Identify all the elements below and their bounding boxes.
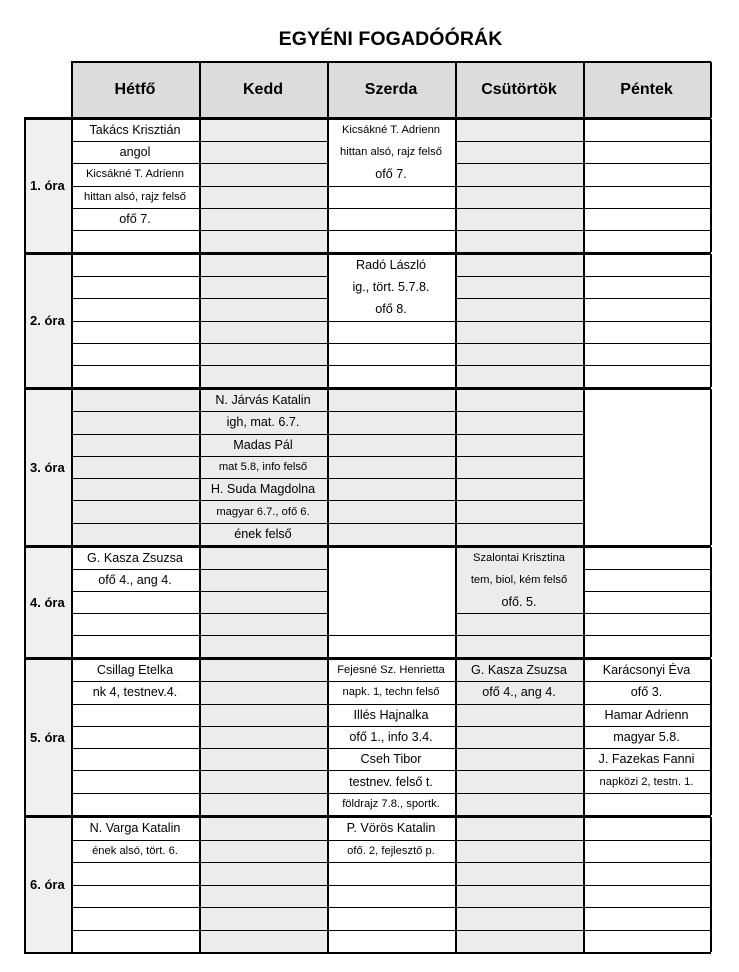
col-border [583, 119, 585, 252]
row-border [199, 726, 327, 727]
row-border [455, 793, 583, 794]
entry-line: magyar 5.8. [613, 729, 680, 744]
header-col-border [199, 62, 201, 118]
row-border [199, 930, 327, 931]
row-border [455, 141, 583, 142]
row-border [583, 321, 710, 322]
block-top-border [24, 387, 711, 390]
header-2: Kedd [199, 62, 327, 117]
row-border [71, 591, 199, 592]
row-border [455, 321, 583, 322]
row-border [71, 726, 199, 727]
row-border [71, 321, 199, 322]
entry-line: ofő 1., info 3.4. [349, 729, 433, 744]
period-label: 2. óra [24, 254, 71, 387]
header-4: Csütörtök [455, 62, 583, 117]
col-border [710, 119, 712, 252]
row-border [199, 793, 327, 794]
entry-line: ofő 7. [375, 167, 407, 182]
row-border [455, 885, 583, 886]
entry-line: testnev. felső t. [349, 774, 433, 789]
entry-line: ofő. 2, fejlesztő p. [347, 844, 435, 857]
grey-column [200, 659, 327, 815]
row-border [199, 613, 327, 614]
entry-line: Szalontai Krisztina [472, 552, 566, 564]
col-border [199, 547, 201, 657]
col-border [583, 389, 585, 545]
row-border [199, 230, 327, 231]
row-border [71, 365, 199, 366]
entry-line: ének alsó, tört. 6. [92, 844, 178, 857]
entry-line: hittan alsó, rajz felső [340, 146, 442, 159]
entry-line: Fejesné Sz. Henrietta [337, 664, 445, 677]
row-border [71, 930, 199, 931]
entry-line: G. Kasza Zsuzsa [87, 551, 183, 565]
col-border [710, 254, 712, 387]
row-border [327, 321, 455, 322]
row-border [455, 840, 583, 841]
page-title: EGYÉNI FOGADÓÓRÁK [278, 28, 503, 50]
entry-line: Illés Hajnalka [353, 707, 429, 722]
entry-line: Takács Krisztián [89, 123, 181, 138]
entry-line: földrajz 7.8., sportk. [342, 797, 440, 810]
row-border [71, 434, 199, 435]
row-border [455, 770, 583, 771]
entry-line: ig., tört. 5.7.8. [352, 280, 430, 295]
row-border [583, 885, 710, 886]
entry-line: tem, biol, kém felső [470, 574, 568, 586]
entry-line: mat 5.8, info felső [218, 460, 308, 473]
period-label: 1. óra [24, 119, 71, 252]
row-border [71, 635, 199, 636]
header-1: Hétfő [71, 62, 199, 117]
block-left-border [24, 659, 26, 815]
row-border [71, 456, 199, 457]
period-label: 5. óra [24, 659, 71, 815]
block-left-border [24, 119, 26, 252]
col-border [710, 547, 712, 657]
row-border [327, 478, 455, 479]
row-border [455, 208, 583, 209]
col-border [583, 254, 585, 387]
entry-line: Csillag Etelka [96, 663, 174, 678]
entry-line: Kicsákné T. Adrienn [341, 124, 441, 137]
entry-line: Madas Pál [233, 437, 293, 452]
col-border [455, 254, 457, 387]
entry-line: ofő 7. [119, 211, 151, 226]
row-border [327, 186, 455, 187]
row-border [199, 885, 327, 886]
entry-line: nk 4, testnev.4. [92, 685, 178, 700]
grey-column [72, 389, 199, 545]
entry-line: napközi 2, testn. 1. [599, 775, 694, 788]
row-border [199, 569, 327, 570]
period-label: 6. óra [24, 817, 71, 952]
col-border [455, 119, 457, 252]
row-border [71, 298, 199, 299]
row-border [327, 208, 455, 209]
row-border [455, 907, 583, 908]
row-border [71, 613, 199, 614]
col-border [710, 389, 712, 545]
row-border [455, 748, 583, 749]
entry-line: Cseh Tibor [360, 752, 422, 767]
row-border [199, 635, 327, 636]
col-border [583, 817, 585, 952]
row-border [455, 186, 583, 187]
entry-line: napk. 1, techn felső [342, 686, 440, 699]
col-border [199, 817, 201, 952]
row-border [455, 276, 583, 277]
col-border [199, 659, 201, 815]
row-border [327, 434, 455, 435]
entry-line: G. Kasza Zsuzsa [471, 663, 567, 678]
col-border [199, 254, 201, 387]
row-border [327, 411, 455, 412]
header-col-border [710, 62, 712, 118]
header-col-border [71, 62, 73, 118]
col-border [583, 547, 585, 657]
row-border [583, 862, 710, 863]
row-border [583, 365, 710, 366]
row-border [199, 704, 327, 705]
block-bottom-border [24, 952, 711, 954]
row-border [71, 478, 199, 479]
row-border [199, 343, 327, 344]
col-border [71, 254, 73, 387]
row-border [455, 704, 583, 705]
entry-line: ofő 8. [375, 302, 407, 317]
entry-line: J. Fazekas Fanni [598, 752, 695, 767]
col-border [71, 389, 73, 545]
col-border [199, 119, 201, 252]
row-border [455, 456, 583, 457]
entry-line: hittan alsó, rajz felső [84, 190, 186, 203]
row-border [583, 208, 710, 209]
header-3: Szerda [327, 62, 455, 117]
row-border [583, 298, 710, 299]
row-border [327, 635, 455, 636]
entry-line: N. Varga Katalin [89, 821, 181, 836]
period-label: 3. óra [24, 389, 71, 545]
row-border [71, 276, 199, 277]
row-border [583, 141, 710, 142]
row-border [583, 343, 710, 344]
row-border [455, 411, 583, 412]
header-col-border [455, 62, 457, 118]
row-border [71, 907, 199, 908]
entry-line: Kicsákné T. Adrienn [85, 168, 185, 181]
row-border [199, 163, 327, 164]
row-border [327, 862, 455, 863]
col-border [455, 817, 457, 952]
header-5: Péntek [583, 62, 710, 117]
entry-line: P. Vörös Katalin [346, 821, 436, 836]
row-border [327, 230, 455, 231]
row-border [455, 478, 583, 479]
row-border [583, 840, 710, 841]
row-border [455, 298, 583, 299]
header-top-border [71, 61, 711, 63]
col-border [710, 817, 712, 952]
entry-line: N. Járvás Katalin [215, 393, 311, 408]
row-border [455, 343, 583, 344]
entry-line: Radó László [355, 258, 426, 273]
row-border [583, 163, 710, 164]
row-border [71, 343, 199, 344]
row-border [455, 500, 583, 501]
row-border [455, 862, 583, 863]
row-border [199, 681, 327, 682]
row-border [327, 907, 455, 908]
row-border [455, 163, 583, 164]
row-border [199, 748, 327, 749]
row-border [199, 276, 327, 277]
row-border [583, 613, 710, 614]
entry-line: Hamar Adrienn [604, 707, 689, 722]
row-border [455, 523, 583, 524]
row-border [199, 321, 327, 322]
row-border [327, 500, 455, 501]
row-border [583, 591, 710, 592]
block-left-border [24, 547, 26, 657]
header-col-border [327, 62, 329, 118]
row-border [71, 862, 199, 863]
row-border [583, 635, 710, 636]
grey-column [200, 547, 327, 657]
block-left-border [24, 389, 26, 545]
row-border [455, 613, 583, 614]
row-border [327, 456, 455, 457]
entry-line: igh, mat. 6.7. [226, 415, 300, 430]
row-border [583, 276, 710, 277]
row-border [71, 500, 199, 501]
row-border [199, 208, 327, 209]
entry-line: Karácsonyi Éva [602, 663, 691, 678]
row-border [455, 726, 583, 727]
row-border [199, 770, 327, 771]
entry-line: ofő 4., ang 4. [98, 573, 172, 587]
row-border [71, 748, 199, 749]
row-border [199, 141, 327, 142]
row-border [583, 230, 710, 231]
row-border [71, 704, 199, 705]
entry-line: ofő 3. [630, 685, 663, 700]
row-border [327, 885, 455, 886]
row-border [327, 523, 455, 524]
col-border [327, 389, 329, 545]
row-border [199, 591, 327, 592]
header-col-border [583, 62, 585, 118]
row-border [199, 298, 327, 299]
row-border [455, 230, 583, 231]
row-border [455, 365, 583, 366]
entry-line: H. Suda Magdolna [210, 482, 316, 497]
row-border [199, 907, 327, 908]
entry-line: ének felső [234, 526, 292, 541]
row-border [71, 793, 199, 794]
row-border [199, 365, 327, 366]
row-border [583, 930, 710, 931]
entry-line: angol [119, 145, 151, 160]
grey-column [456, 389, 583, 545]
period-label: 4. óra [24, 547, 71, 657]
col-border [455, 389, 457, 545]
col-border [710, 659, 712, 815]
entry-line: magyar 6.7., ofő 6. [216, 505, 310, 518]
block-left-border [24, 254, 26, 387]
row-border [583, 907, 710, 908]
row-border [455, 930, 583, 931]
row-border [583, 793, 710, 794]
row-border [327, 930, 455, 931]
entry-line: ofő 4., ang 4. [482, 685, 556, 700]
row-border [583, 186, 710, 187]
row-border [455, 635, 583, 636]
row-border [71, 770, 199, 771]
entry-line: ofő. 5. [501, 595, 537, 609]
row-border [583, 569, 710, 570]
col-border [327, 547, 329, 657]
row-border [455, 434, 583, 435]
row-border [199, 186, 327, 187]
row-border [199, 840, 327, 841]
row-border [199, 862, 327, 863]
row-border [71, 411, 199, 412]
row-border [327, 343, 455, 344]
row-border [71, 885, 199, 886]
row-border [71, 230, 199, 231]
row-border [327, 365, 455, 366]
block-left-border [24, 817, 26, 952]
row-border [71, 523, 199, 524]
grey-column [328, 389, 455, 545]
